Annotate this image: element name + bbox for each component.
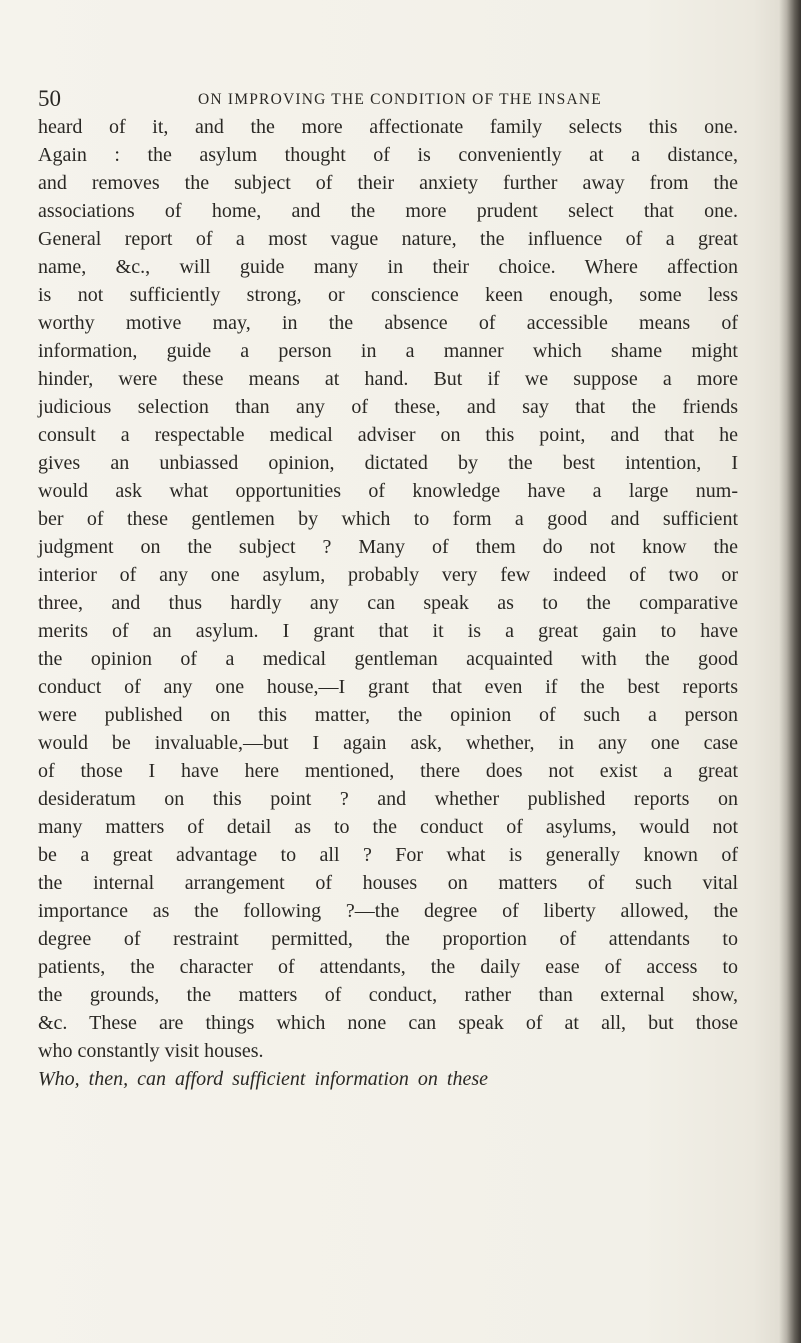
text-line: the opinion of a medical gentleman acquainted with the good <box>38 648 738 670</box>
text-line: &c. These are things which none can speak of at all, but those <box>38 1012 738 1034</box>
text-line: name, &c., will guide many in their choice. Where affection <box>38 256 738 278</box>
text-line: merits of an asylum. I grant that it is a great gain to have <box>38 620 738 642</box>
text-line: desideratum on this point ? and whether published reports on <box>38 788 738 810</box>
text-line: consult a respectable medical adviser on this point, and that he <box>38 424 738 446</box>
text-line: of those I have here mentioned, there does not exist a great <box>38 760 738 782</box>
text-line: patients, the character of attendants, the daily ease of access to <box>38 956 738 978</box>
body-text <box>38 113 738 1093</box>
italic-line: Who, then, can afford sufficient information on these <box>38 1068 488 1090</box>
text-line: were published on this matter, the opinion of such a person <box>38 704 738 726</box>
text-line: information, guide a person in a manner which shame might <box>38 340 738 362</box>
text-line: would ask what opportunities of knowledge have a large num- <box>38 480 738 502</box>
text-line: judgment on the subject ? Many of them do not know the <box>38 536 738 558</box>
text-line: Again : the asylum thought of is conveniently at a distance, <box>38 144 738 166</box>
page-binding-shadow <box>779 0 801 1343</box>
text-line: would be invaluable,—but I again ask, whether, in any one case <box>38 732 738 754</box>
text-line: judicious selection than any of these, and say that the friends <box>38 396 738 418</box>
text-line: the grounds, the matters of conduct, rather than external show, <box>38 984 738 1006</box>
text-line: is not sufficiently strong, or conscience keen enough, some less <box>38 284 738 306</box>
text-line: three, and thus hardly any can speak as to the comparative <box>38 592 738 614</box>
text-line: gives an unbiassed opinion, dictated by the best intention, I <box>38 452 738 474</box>
text-line: associations of home, and the more prudent select that one. <box>38 200 738 222</box>
text-line: interior of any one asylum, probably very few indeed of two or <box>38 564 738 586</box>
page-number: 50 <box>38 86 61 111</box>
text-line: ber of these gentlemen by which to form a good and sufficient <box>38 508 738 530</box>
text-line: many matters of detail as to the conduct of asylums, would not <box>38 816 738 838</box>
text-line: be a great advantage to all ? For what is generally known of <box>38 844 738 866</box>
text-line: heard of it, and the more affectionate family selects this one. <box>38 116 738 138</box>
paragraph-end-line: who constantly visit houses. <box>38 1040 264 1062</box>
text-line: hinder, were these means at hand. But if we suppose a more <box>38 368 738 390</box>
text-line: degree of restraint permitted, the proportion of attendants to <box>38 928 738 950</box>
page-header <box>38 86 738 112</box>
text-line: conduct of any one house,—I grant that even if the best reports <box>38 676 738 698</box>
running-head: ON IMPROVING THE CONDITION OF THE INSANE <box>198 91 602 108</box>
text-line: General report of a most vague nature, the influence of a great <box>38 228 738 250</box>
text-line: importance as the following ?—the degree of liberty allowed, the <box>38 900 738 922</box>
text-line: and removes the subject of their anxiety further away from the <box>38 172 738 194</box>
text-line: the internal arrangement of houses on matters of such vital <box>38 872 738 894</box>
text-line: worthy motive may, in the absence of accessible means of <box>38 312 738 334</box>
